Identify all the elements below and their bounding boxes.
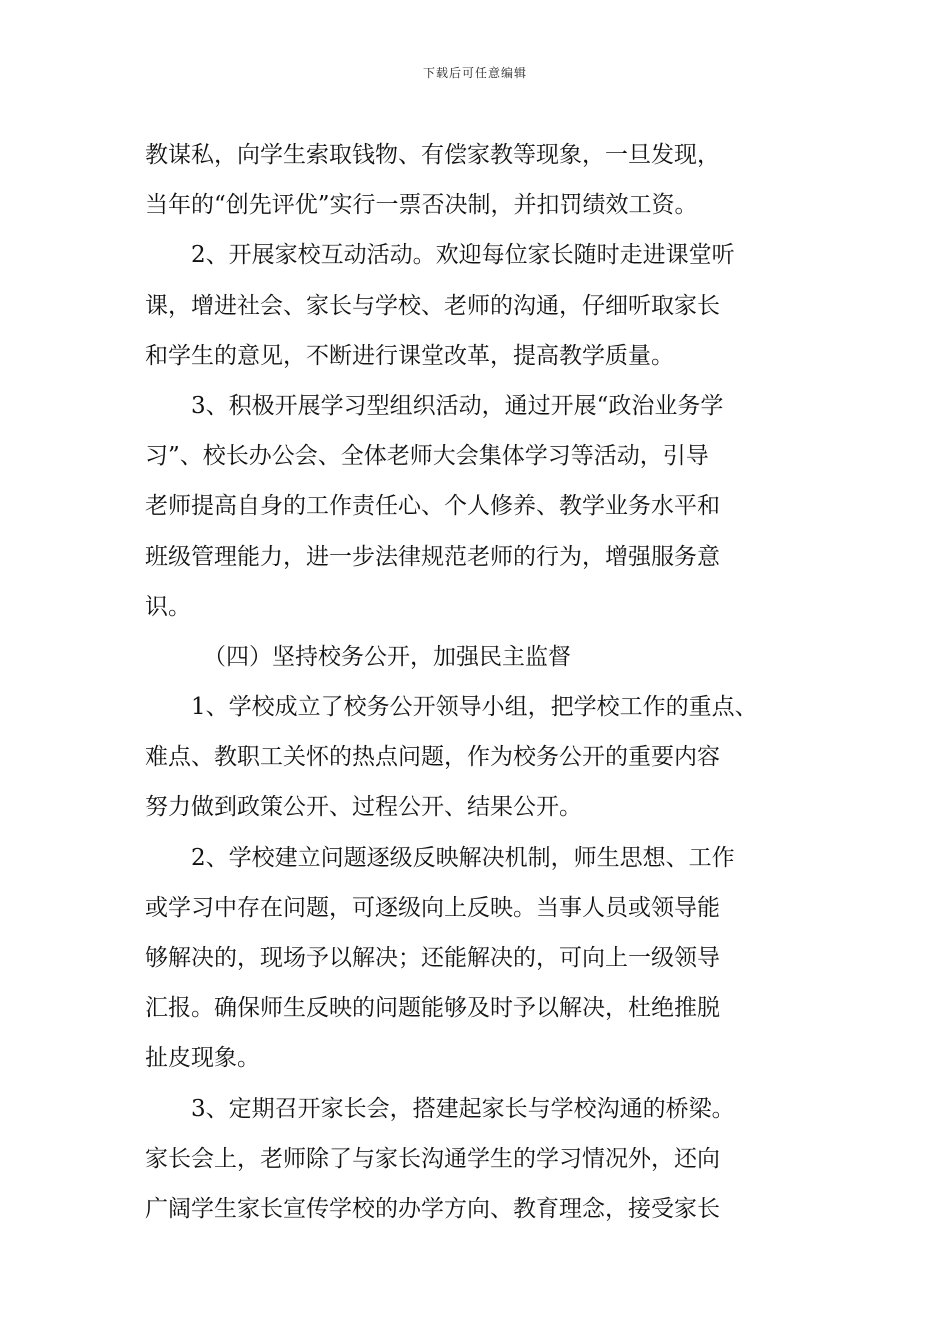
text-line: 课，增进社会、家长与学校、老师的沟通，仔细听取家长 xyxy=(145,292,720,319)
text-line: 汇报。确保师生反映的问题能够及时予以解决，杜绝推脱 xyxy=(145,995,720,1022)
document-body xyxy=(145,130,825,1234)
text-line: 当年的“创先评优”实行一票否决制，并扣罚绩效工资。 xyxy=(145,192,698,219)
page-header: 下载后可任意编辑 xyxy=(422,66,527,80)
text-line: 2、学校建立问题逐级反映解决机制，师生思想、工作 xyxy=(191,844,735,871)
text-line: 努力做到政策公开、过程公开、结果公开。 xyxy=(145,794,582,821)
text-line: 难点、教职工关怀的热点问题，作为校务公开的重要内容 xyxy=(145,744,720,771)
text-line: 2、开展家校互动活动。欢迎每位家长随时走进课堂听 xyxy=(191,242,735,269)
text-line: 3、定期召开家长会，搭建起家长与学校沟通的桥梁。 xyxy=(191,1095,735,1122)
text-line: 老师提高自身的工作责任心、个人修养、教学业务水平和 xyxy=(145,493,720,520)
text-line: 广阔学生家长宣传学校的办学方向、教育理念，接受家长 xyxy=(145,1195,720,1222)
text-line: 够解决的，现场予以解决；还能解决的，可向上一级领导 xyxy=(145,945,720,971)
text-line: 扯皮现象。 xyxy=(145,1045,260,1072)
text-line: 识。 xyxy=(145,593,191,620)
text-line: 或学习中存在问题，可逐级向上反映。当事人员或领导能 xyxy=(145,894,720,921)
text-line: 习”、校长办公会、全体老师大会集体学习等活动，引导 xyxy=(145,443,709,470)
text-line: 3、积极开展学习型组织活动，通过开展“政治业务学 xyxy=(191,392,724,419)
text-line: 班级管理能力，进一步法律规范老师的行为，增强服务意 xyxy=(145,543,720,570)
text-line: 家长会上，老师除了与家长沟通学生的学习情况外，还向 xyxy=(145,1145,720,1172)
section-heading: （四）坚持校务公开，加强民主监督 xyxy=(203,643,571,670)
text-line: 1、学校成立了校务公开领导小组，把学校工作的重点、 xyxy=(191,694,758,721)
text-line: 和学生的意见，不断进行课堂改革，提高教学质量。 xyxy=(145,342,674,369)
text-line: 教谋私，向学生索取钱物、有偿家教等现象，一旦发现， xyxy=(145,142,720,168)
